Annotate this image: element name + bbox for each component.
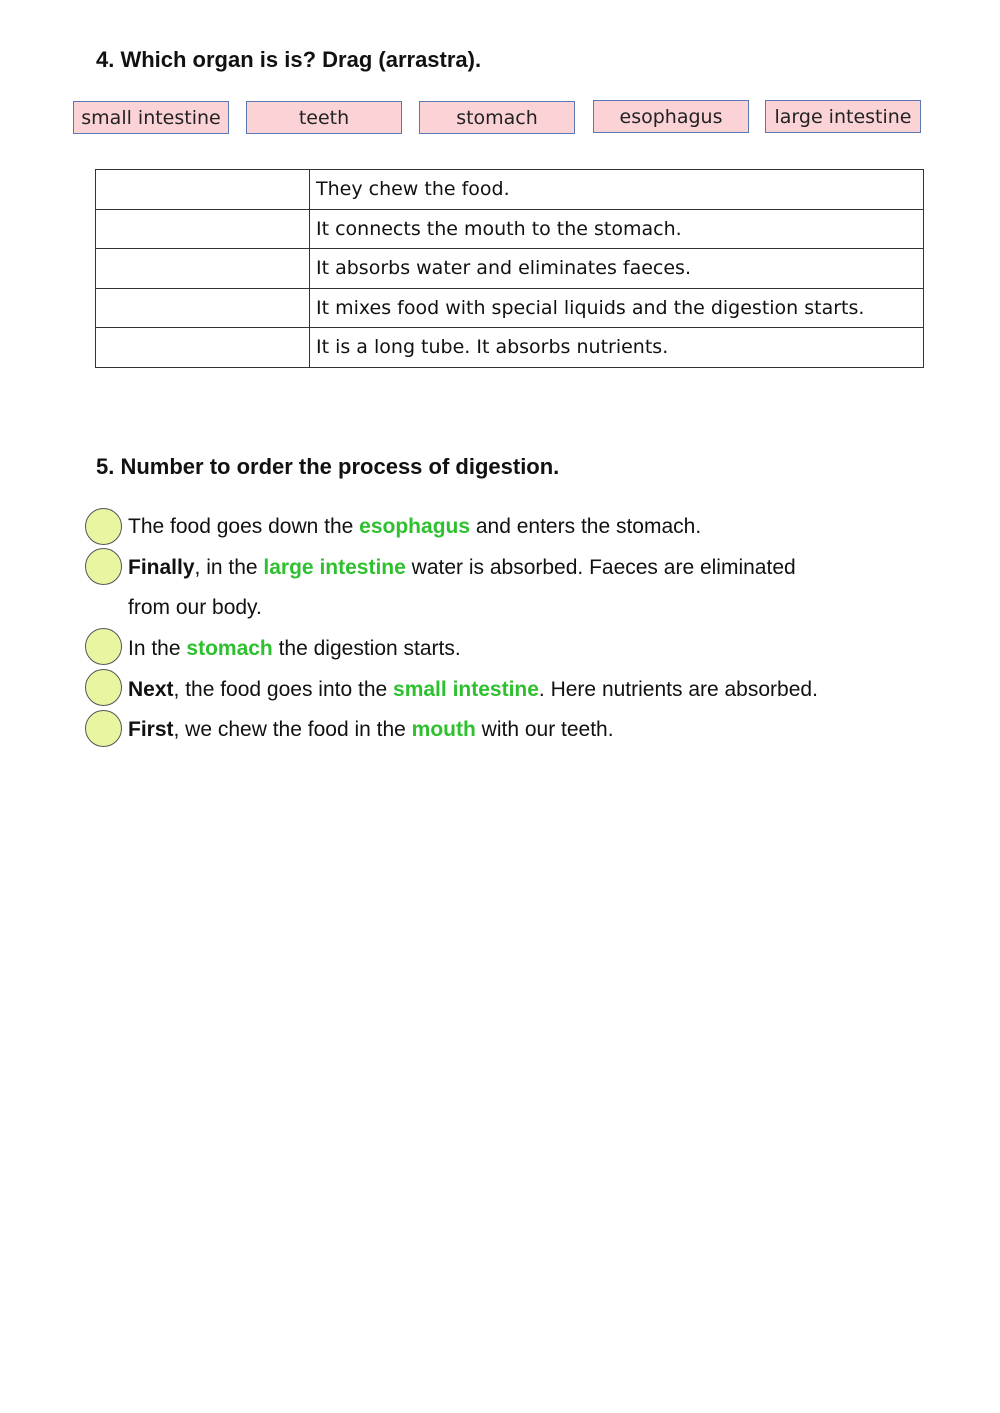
table-row (96, 209, 924, 249)
description-cell: They chew the food. (310, 170, 924, 210)
step-text: Finally, in the large intestine water is absorbed. Faeces are eliminated (128, 556, 796, 579)
drop-target[interactable] (96, 288, 310, 328)
drop-target[interactable] (96, 170, 310, 210)
organ-highlight: esophagus (359, 515, 471, 538)
step-text: First, we chew the food in the mouth with our teeth. (128, 718, 614, 741)
organ-highlight: small intestine (393, 678, 539, 701)
description-cell: It is a long tube. It absorbs nutrients. (310, 328, 924, 368)
step-text: Next, the food goes into the small intestine. Here nutrients are absorbed. (128, 678, 818, 701)
description-cell: It absorbs water and eliminates faeces. (310, 249, 924, 289)
table-row (96, 328, 924, 368)
organ-highlight: large intestine (263, 556, 406, 579)
drop-target[interactable] (96, 249, 310, 289)
table-row (96, 170, 924, 210)
section-5-title: 5. Number to order the process of digestion. (96, 454, 560, 479)
drop-target[interactable] (96, 209, 310, 249)
drag-chip-large-intestine[interactable]: large intestine (765, 100, 921, 133)
matching-table (95, 169, 924, 368)
step-text: In the stomach the digestion starts. (128, 637, 461, 660)
order-number-input[interactable] (85, 548, 122, 585)
drag-chip-stomach[interactable]: stomach (419, 101, 575, 134)
step-text-continuation: from our body. (128, 596, 262, 619)
section-4-title: 4. Which organ is is? Drag (arrastra). (96, 47, 482, 72)
organ-highlight: stomach (186, 637, 273, 660)
drag-chip-esophagus[interactable]: esophagus (593, 100, 749, 133)
table-row (96, 288, 924, 328)
order-number-input[interactable] (85, 710, 122, 747)
description-cell: It mixes food with special liquids and the digestion starts. (310, 288, 924, 328)
drag-chip-teeth[interactable]: teeth (246, 101, 402, 134)
drop-target[interactable] (96, 328, 310, 368)
drag-chip-small-intestine[interactable]: small intestine (73, 101, 229, 134)
table-row (96, 249, 924, 289)
organ-highlight: mouth (411, 718, 476, 741)
step-text: The food goes down the esophagus and enters the stomach. (128, 515, 702, 538)
order-number-input[interactable] (85, 669, 122, 706)
description-cell: It connects the mouth to the stomach. (310, 209, 924, 249)
order-number-input[interactable] (85, 508, 122, 545)
order-number-input[interactable] (85, 628, 122, 665)
